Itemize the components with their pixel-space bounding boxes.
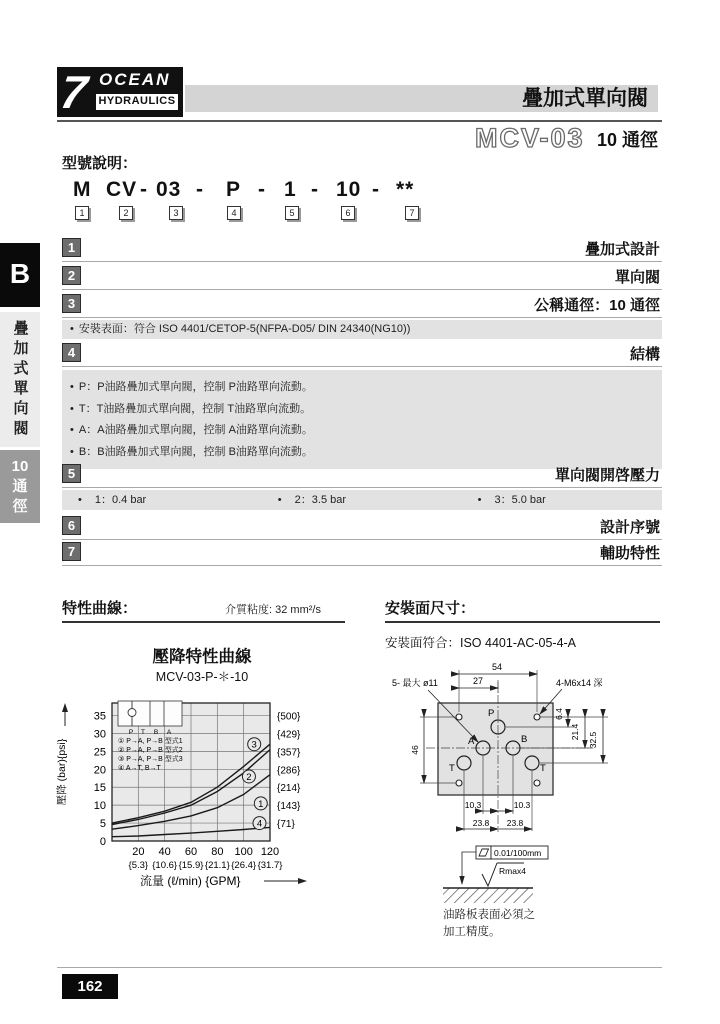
dim-6-4: 6.4 (554, 708, 564, 720)
y-tick-psi-label: {429} (277, 729, 301, 741)
chart-subtitle: MCV-03-P-＊-10 (155, 670, 249, 684)
spec-row-5-num: 5 (62, 464, 81, 483)
model-code-heading: 型號說明： (62, 155, 138, 172)
y-tick-label: 10 (93, 800, 106, 813)
y-tick-label: 5 (99, 818, 106, 831)
code-seg-p: P (226, 178, 242, 201)
legend-port-label: T (141, 729, 145, 736)
x-tick-label: 40 (158, 846, 171, 858)
port-label-p: P (488, 708, 495, 719)
cracking-pressure-options (62, 490, 662, 510)
bullet-icon: • (70, 424, 74, 436)
header-divider (57, 120, 662, 122)
spec-row-3 (62, 294, 662, 318)
spec-row-1-num: 1 (62, 238, 81, 257)
curves-divider (62, 621, 345, 623)
bullet-icon: • (78, 494, 82, 506)
y-tick-label: 30 (93, 728, 106, 741)
code-index-3: 3 (169, 206, 183, 220)
spec-row-1-label: 疊加式設計 (584, 241, 660, 258)
bullet-icon: • (277, 494, 282, 506)
sidebar-section-tab: B (0, 243, 40, 307)
bullet-icon: • (70, 323, 74, 335)
spec-row-3-label: 公稱通徑：10 通徑 (534, 297, 660, 314)
flatness-symbol-cell (476, 846, 491, 859)
port-label-b: B (521, 734, 528, 745)
curves-heading: 特性曲線： (62, 600, 138, 617)
surface-caption-2: 加工精度。 (443, 926, 501, 938)
x-tick-label: 120 (260, 846, 280, 858)
logo-hydraulics-text: HYDRAULICS (95, 93, 179, 111)
spec-row-4-num: 4 (62, 343, 81, 362)
spec-row-4 (62, 343, 662, 367)
code-seg-1: 1 (284, 178, 297, 201)
bolt-hole (456, 714, 462, 720)
bullet-icon: • (70, 445, 74, 458)
structure-option-b: B：B油路疊加式單向閥，控制 B油路單向流動。 (78, 445, 313, 458)
chart-title: 壓降特性曲線 (152, 648, 252, 666)
bolt-hole (534, 780, 540, 786)
structure-option-a: A：A油路疊加式單向閥，控制 A油路單向流動。 (78, 424, 313, 436)
x-tick-gpm-label: {10.6} (152, 860, 178, 871)
spec-row-6-label: 設計序號 (599, 519, 660, 536)
spec-row-7-label: 輔助特性 (599, 545, 660, 562)
bolt-hole (534, 714, 540, 720)
spec-row-5-label: 單向閥開啓壓力 (554, 467, 660, 484)
sidebar-bore-tab (0, 450, 40, 523)
x-tick-gpm-label: {5.3} (128, 860, 149, 871)
spec-row-7-num: 7 (62, 542, 81, 561)
bore-size: 10 通徑 (596, 129, 658, 150)
code-dash: - (196, 178, 204, 201)
dim-21-4: 21.4 (570, 723, 580, 741)
spec-row-1 (62, 238, 662, 262)
viscosity-note: 介質粘度: 32 mm²/s (225, 604, 321, 616)
dim-54: 54 (491, 662, 503, 672)
x-tick-gpm-label: {31.7} (257, 860, 283, 871)
x-axis-arrow-icon (298, 878, 307, 884)
bolt-hole (456, 780, 462, 786)
code-seg-star: ** (396, 178, 415, 201)
x-tick-label: 60 (184, 846, 198, 858)
logo-ocean-text: OCEAN (99, 70, 171, 89)
mounting-standard: 安裝面符合：ISO 4401-AC-05-4-A (385, 636, 577, 650)
dim-46: 46 (410, 745, 420, 755)
bullet-icon: • (70, 402, 74, 415)
sidebar-bore-num: 10 (11, 457, 29, 475)
sidebar-bore-char2: 徑 (12, 497, 28, 515)
mounting-surface-note (62, 320, 662, 339)
code-index-2: 2 (119, 206, 133, 220)
y-tick-label: 0 (99, 836, 106, 848)
curve-label-num: 4 (256, 818, 263, 830)
dim-23-8-left: 23.8 (472, 818, 490, 828)
mounting-divider (385, 621, 660, 623)
company-logo (57, 67, 183, 117)
mounting-surface-diagram (378, 652, 678, 952)
y-tick-psi-label: {143} (277, 801, 301, 813)
x-tick-gpm-label: {26.4} (231, 860, 257, 871)
dim-32-5: 32.5 (588, 731, 598, 749)
code-dash: - (140, 178, 148, 201)
bullet-icon: • (70, 381, 74, 393)
pressure-option-1: 1：0.4 bar (94, 494, 147, 506)
spec-row-5 (62, 464, 662, 488)
spec-row-6-num: 6 (62, 516, 81, 535)
y-axis-arrow-icon (62, 703, 68, 712)
y-tick-psi-label: {357} (277, 747, 301, 759)
bullet-icon: • (477, 494, 482, 506)
code-dash: - (372, 178, 380, 201)
mounting-heading: 安裝面尺寸： (385, 600, 476, 617)
x-tick-label: 100 (234, 846, 253, 858)
y-tick-psi-label: {214} (277, 783, 301, 795)
model-number: MCV-03 (474, 123, 585, 153)
y-tick-label: 25 (93, 746, 106, 759)
curve-label-num: 3 (251, 739, 257, 751)
legend-entry: ① P→A, P→B 型式1 (118, 738, 183, 745)
code-index-4: 4 (227, 206, 241, 220)
sidebar-valve-label (0, 312, 40, 447)
x-tick-label: 80 (211, 846, 224, 858)
y-tick-label: 15 (93, 782, 106, 795)
pressure-option-2: 2：3.5 bar (294, 494, 347, 506)
flatness-leader (462, 852, 476, 881)
y-tick-psi-label: {71} (277, 819, 295, 831)
sidebar-bore-char1: 通 (12, 477, 28, 495)
y-tick-psi-label: {286} (277, 765, 301, 777)
legend-port-label: A (166, 729, 172, 736)
code-seg-10: 10 (336, 178, 362, 201)
port-label-a: A (468, 736, 475, 747)
footer-divider (57, 967, 662, 968)
surface-caption-1: 油路板表面必須之 (443, 909, 535, 921)
spec-row-6 (62, 516, 662, 540)
spec-row-7 (62, 542, 662, 566)
spec-row-4-label: 結構 (629, 346, 660, 363)
code-dash: - (311, 178, 319, 201)
spec-row-2-num: 2 (62, 266, 81, 285)
structure-options (62, 370, 662, 469)
roughness-icon (482, 863, 497, 886)
surface-hatch (443, 888, 533, 903)
page-number: 162 (62, 974, 118, 999)
code-seg-03: 03 (156, 178, 182, 201)
mounting-surface-note-text: 安裝表面：符合 ISO 4401/CETOP-5(NFPA-D05/ DIN 24340(NG10)) (78, 323, 411, 335)
page-title: 疊加式單向閥 (185, 85, 658, 112)
sidebar-valve-label-text: 疊加式單向閥 (11, 319, 29, 440)
x-tick-label: 20 (132, 846, 145, 858)
spec-row-3-num: 3 (62, 294, 81, 313)
spec-row-2-label: 單向閥 (614, 269, 660, 286)
dim-27: 27 (472, 676, 484, 686)
code-index-5: 5 (285, 206, 299, 220)
dim-23-8-right: 23.8 (506, 818, 524, 828)
y-axis-label: 壓降 (bar){psi} (56, 738, 68, 806)
y-tick-psi-label: {500} (277, 711, 301, 723)
legend-entry: ② P→A, P→B 型式2 (118, 747, 183, 754)
flatness-value: 0.01/100mm (494, 848, 542, 858)
x-axis-label: 流量 (ℓ/min) {GPM} (140, 874, 241, 888)
legend-entry: ③ P→A, P→B 型式3 (118, 756, 183, 763)
pressure-drop-chart (52, 688, 372, 898)
y-tick-label: 20 (93, 764, 106, 777)
callout-bolt-holes: 4-M6x14 深 (556, 678, 603, 688)
legend-port-label: P (128, 729, 134, 736)
model-designation (300, 123, 658, 153)
code-index-6: 6 (341, 206, 355, 220)
legend-port-label: B (153, 729, 159, 736)
port-label-t1: T (449, 763, 455, 774)
roughness-value: Rmax4 (499, 866, 526, 876)
code-index-7: 7 (405, 206, 419, 220)
code-index-1: 1 (75, 206, 89, 220)
legend-entry: ④ A→T, B→T (118, 765, 161, 772)
port-label-t2: T (540, 763, 546, 774)
dim-10-3-right: 10.3 (513, 800, 531, 810)
spec-row-2 (62, 266, 662, 290)
x-tick-gpm-label: {15.9} (178, 860, 204, 871)
callout-port-holes: 5- 最大 ø11 (392, 678, 438, 688)
structure-option-t: T：T油路疊加式單向閥，控制 T油路單向流動。 (78, 402, 312, 415)
code-dash: - (258, 178, 266, 201)
curve-label-num: 1 (258, 798, 264, 810)
dim-10-3-left: 10.3 (464, 800, 482, 810)
structure-option-p: P：P油路疊加式單向閥，控制 P油路單向流動。 (78, 381, 313, 393)
code-seg-cv: CV (106, 178, 138, 201)
logo-seven-glyph: 7 (57, 66, 91, 118)
pressure-option-3: 3：5.0 bar (494, 494, 546, 506)
x-tick-gpm-label: {21.1} (204, 860, 230, 871)
curve-label-num: 2 (246, 771, 252, 783)
y-tick-label: 35 (93, 710, 106, 723)
code-seg-m: M (73, 178, 92, 201)
